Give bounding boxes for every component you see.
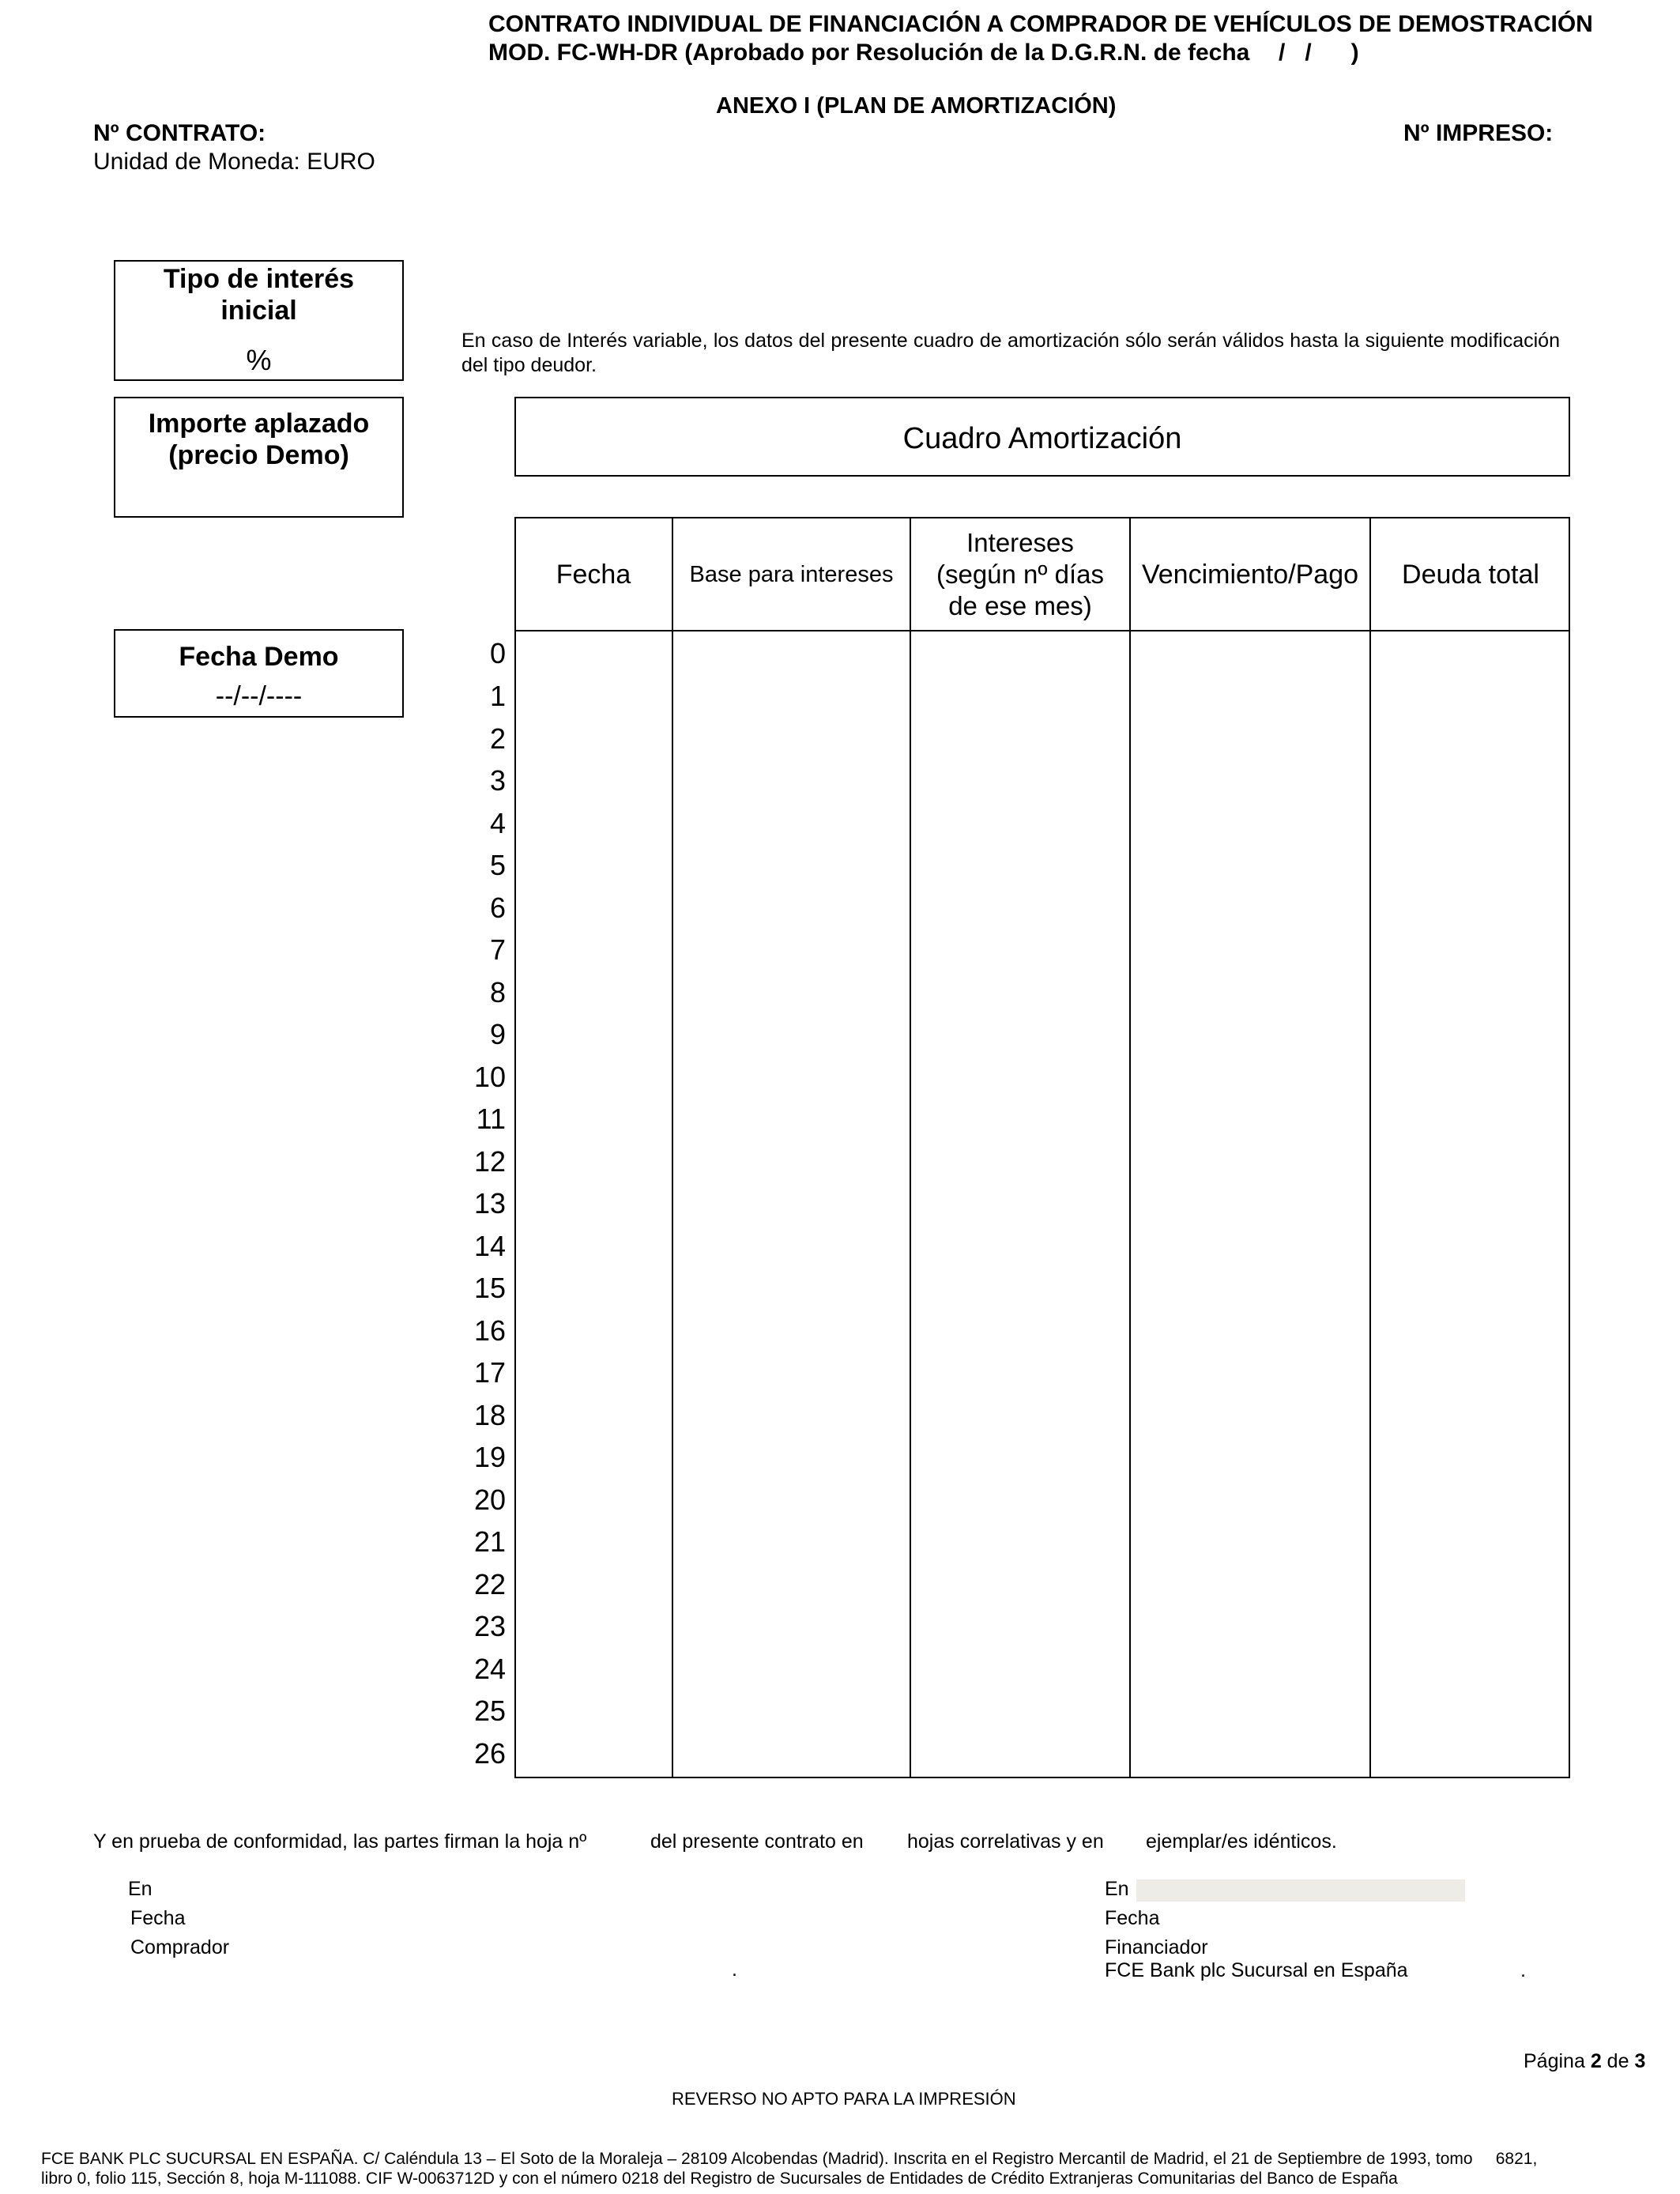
page-number <box>1524 2050 1645 2073</box>
row-number: 0 <box>489 637 506 669</box>
page-of: de <box>1607 2050 1629 2072</box>
financier-entity: FCE Bank plc Sucursal en España <box>1105 1959 1408 1981</box>
annex-title: ANEXO I (PLAN DE AMORTIZACIÓN) <box>716 93 1117 119</box>
row-number: 16 <box>473 1314 506 1347</box>
row-number: 18 <box>473 1399 506 1431</box>
buyer-role-label: Comprador <box>130 1936 230 1958</box>
buyer-place-label: En <box>128 1878 153 1900</box>
page-total: 3 <box>1634 2050 1646 2072</box>
row-number: 3 <box>489 764 506 797</box>
financier-role-label: Financiador <box>1105 1936 1208 1958</box>
financier-place-field[interactable] <box>1136 1879 1465 1902</box>
deferred-amount-title: Importe aplazado (precio Demo) <box>148 409 370 470</box>
buyer-signature-dot: . <box>732 1958 737 1981</box>
page-prefix: Página <box>1524 2050 1585 2072</box>
variable-interest-notice: En caso de Interés variable, los datos del presente cuadro de amortización sólo serán válidos hasta la siguiente modificación del tipo deudor. <box>461 330 1560 376</box>
column-header-fecha: Fecha <box>556 559 631 590</box>
demo-date-box <box>114 629 404 718</box>
deferred-amount-box <box>114 397 404 518</box>
interest-rate-title: Tipo de interés inicial <box>163 264 355 326</box>
page-current: 2 <box>1590 2050 1602 2072</box>
reverse-notice: REVERSO NO APTO PARA LA IMPRESIÓN <box>672 2089 1016 2109</box>
legal-footer-line2: libro 0, folio 115, Sección 8, hoja M-111088. CIF W-0063712D y con el número 0218 del Registro de Sucursales de Entidades de Crédito Extranjeras Comunitarias del Banco de España <box>41 2169 1398 2188</box>
column-divider <box>1129 517 1131 1778</box>
row-number: 8 <box>489 976 506 1008</box>
row-number: 26 <box>473 1737 506 1770</box>
financier-signature-dot: . <box>1520 1959 1526 1981</box>
row-number: 21 <box>473 1525 506 1558</box>
column-divider <box>672 517 673 1778</box>
row-number: 9 <box>489 1018 506 1050</box>
row-number: 11 <box>476 1103 506 1135</box>
demo-date-value: --/--/---- <box>215 681 303 711</box>
row-number: 25 <box>473 1695 506 1727</box>
currency-unit: Unidad de Moneda: EURO <box>93 149 375 175</box>
row-number: 4 <box>489 807 506 839</box>
row-number: 5 <box>489 849 506 881</box>
row-number: 24 <box>473 1653 506 1685</box>
column-header-vencimiento-pago: Vencimiento/Pago <box>1141 559 1359 590</box>
row-number: 1 <box>489 680 506 712</box>
row-number: 23 <box>473 1610 506 1642</box>
row-number: 6 <box>489 892 506 924</box>
amortization-title: Cuadro Amortización <box>902 422 1182 455</box>
column-header-base-intereses: Base para intereses <box>689 561 894 587</box>
conformity-text-part3: hojas correlativas y en <box>907 1830 1104 1853</box>
document-title: CONTRATO INDIVIDUAL DE FINANCIACIÓN A COMPRADOR DE VEHÍCULOS DE DEMOSTRACIÓN <box>488 11 1593 37</box>
subtitle-date: / / ) <box>1279 40 1359 66</box>
document-subtitle: MOD. FC-WH-DR (Aprobado por Resolución de la D.G.R.N. de fecha <box>488 40 1250 66</box>
demo-date-title: Fecha Demo <box>179 642 339 672</box>
row-number: 10 <box>473 1061 506 1093</box>
row-number: 12 <box>473 1145 506 1178</box>
conformity-text-part2: del presente contrato en <box>650 1830 864 1853</box>
interest-rate-box <box>114 260 404 381</box>
column-divider <box>910 517 911 1778</box>
interest-rate-unit: % <box>246 344 272 376</box>
impreso-number-label: Nº IMPRESO: <box>1403 120 1554 146</box>
financier-place-label: En <box>1105 1878 1129 1900</box>
row-number: 14 <box>473 1230 506 1262</box>
row-number: 2 <box>489 722 506 755</box>
column-header-deuda-total: Deuda total <box>1402 559 1539 590</box>
conformity-text-part1: Y en prueba de conformidad, las partes firman la hoja nº <box>93 1830 587 1853</box>
row-number: 19 <box>473 1441 506 1473</box>
row-number: 20 <box>473 1483 506 1516</box>
buyer-date-label: Fecha <box>130 1907 186 1929</box>
contract-number-label: Nº CONTRATO: <box>93 120 266 146</box>
amortization-title-box <box>514 397 1570 477</box>
legal-footer-line1: FCE BANK PLC SUCURSAL EN ESPAÑA. C/ Caléndula 13 – El Soto de la Moraleja – 28109 Alcobendas (Madrid). Inscrita en el Registro Mercantil de Madrid, el 21 de Septiembre de 1993, tomo 6821, <box>41 2150 1538 2168</box>
column-divider <box>1369 517 1371 1778</box>
row-number: 7 <box>489 933 506 966</box>
row-number: 17 <box>473 1356 506 1389</box>
row-number: 15 <box>473 1272 506 1304</box>
financier-date-label: Fecha <box>1105 1907 1160 1929</box>
row-number: 13 <box>473 1187 506 1220</box>
column-header-intereses: Intereses (según nº días de ese mes) <box>936 527 1105 620</box>
row-number: 22 <box>473 1568 506 1600</box>
conformity-text-part4: ejemplar/es idénticos. <box>1146 1830 1337 1853</box>
